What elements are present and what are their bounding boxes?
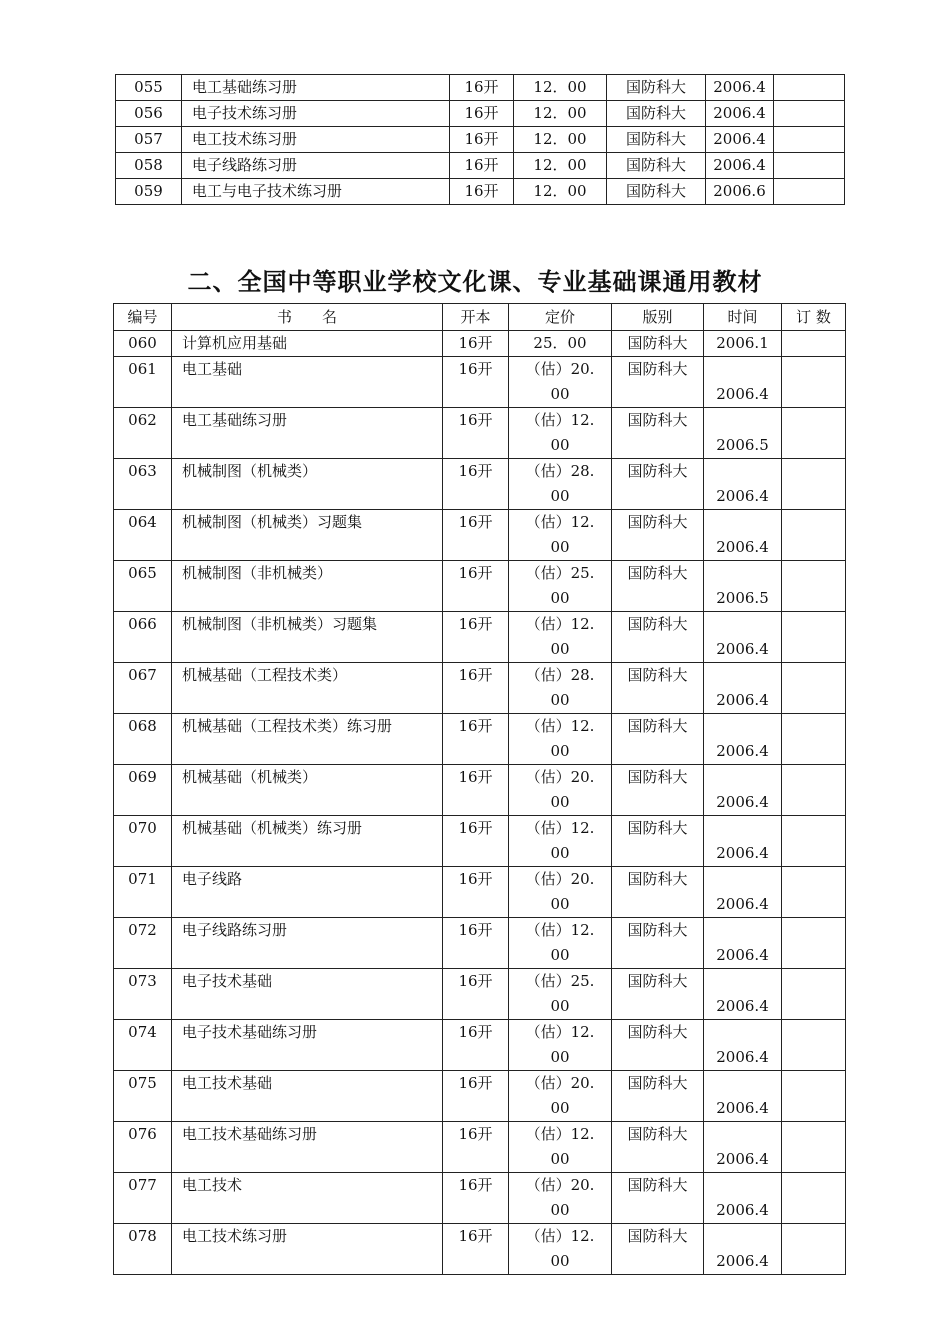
cell-size: 16开 [443,765,509,816]
cell-size: 16开 [443,663,509,714]
table-row [114,1224,846,1275]
cell-no: 066 [114,612,172,663]
cell-publisher: 国防科大 [612,1020,704,1071]
cell-no: 077 [114,1173,172,1224]
price-line-1: （估）28. [525,462,595,480]
price-line-1: （估）12. [525,1125,595,1143]
cell-order [782,459,846,510]
price-line-2: 00 [550,997,570,1015]
cell-date: 2006.4 [704,459,782,510]
price-line-1: （估）20. [525,768,595,786]
cell-title: 机械基础（工程技术类）练习册 [172,714,443,765]
table-row [116,101,845,127]
cell-publisher: 国防科大 [612,765,704,816]
cell-price [509,816,612,867]
table-row [114,1071,846,1122]
table-header-row [114,304,846,331]
cell-title: 电工基础练习册 [172,408,443,459]
cell-price [509,918,612,969]
cell-order [782,357,846,408]
cell-size: 16开 [443,331,509,357]
cell-no: 068 [114,714,172,765]
cell-publisher: 国防科大 [612,1173,704,1224]
price-line-2: 00 [550,1252,570,1270]
cell-price [509,663,612,714]
cell-order [774,127,845,153]
cell-date: 2006.4 [704,969,782,1020]
cell-publisher: 国防科大 [607,179,706,205]
table-row [114,663,846,714]
cell-publisher: 国防科大 [612,663,704,714]
cell-price: 12．00 [514,101,607,127]
cell-price [509,510,612,561]
price-line-1: （估）12. [525,513,595,531]
price-line-2: 00 [550,640,570,658]
price-line-1: （估）12. [525,411,595,429]
cell-publisher: 国防科大 [612,969,704,1020]
table-row [114,765,846,816]
cell-date: 2006.5 [704,408,782,459]
cell-no: 070 [114,816,172,867]
cell-size: 16开 [450,75,514,101]
price-line-2: 00 [550,487,570,505]
cell-order [774,153,845,179]
cell-order [782,867,846,918]
cell-publisher: 国防科大 [612,714,704,765]
header-publisher: 版别 [612,304,704,331]
cell-price: 12．00 [514,127,607,153]
cell-size: 16开 [450,179,514,205]
table-row [114,1020,846,1071]
cell-price: 25．00 [509,331,612,357]
price-line-1: （估）12. [525,921,595,939]
cell-size: 16开 [443,918,509,969]
header-size: 开本 [443,304,509,331]
cell-date: 2006.4 [706,153,774,179]
cell-title: 电子技术基础 [172,969,443,1020]
cell-size: 16开 [450,153,514,179]
cell-no: 055 [116,75,182,101]
cell-publisher: 国防科大 [612,612,704,663]
cell-date: 2006.4 [706,75,774,101]
cell-date: 2006.4 [704,765,782,816]
cell-price [509,969,612,1020]
price-line-1: （估）12. [525,1023,595,1041]
cell-no: 060 [114,331,172,357]
cell-order [782,1173,846,1224]
cell-date: 2006.4 [704,510,782,561]
cell-price [509,867,612,918]
table-row [114,357,846,408]
booklist-table-continued [115,74,845,205]
cell-publisher: 国防科大 [612,918,704,969]
cell-size: 16开 [443,1122,509,1173]
cell-order [782,510,846,561]
price-line-2: 00 [550,1150,570,1168]
table-row [116,127,845,153]
price-line-2: 00 [550,793,570,811]
price-line-2: 00 [550,385,570,403]
cell-size: 16开 [443,1020,509,1071]
cell-no: 076 [114,1122,172,1173]
header-date: 时间 [704,304,782,331]
cell-publisher: 国防科大 [612,331,704,357]
cell-size: 16开 [443,561,509,612]
textbook-table [113,303,846,1275]
cell-no: 067 [114,663,172,714]
cell-price [509,1224,612,1275]
table-row [116,153,845,179]
cell-size: 16开 [443,612,509,663]
cell-no: 075 [114,1071,172,1122]
table-row [114,408,846,459]
cell-order [782,969,846,1020]
price-line-2: 00 [550,589,570,607]
price-line-2: 00 [550,844,570,862]
cell-size: 16开 [443,1173,509,1224]
cell-price [509,1020,612,1071]
table-row [114,867,846,918]
cell-order [782,612,846,663]
price-line-1: （估）12. [525,615,595,633]
price-line-1: （估）12. [525,717,595,735]
price-line-1: （估）28. [525,666,595,684]
cell-date: 2006.4 [704,816,782,867]
cell-order [782,561,846,612]
cell-price [509,714,612,765]
cell-price: 12．00 [514,153,607,179]
cell-order [782,714,846,765]
section-title: 二、全国中等职业学校文化课、专业基础课通用教材 [187,267,763,296]
table-row [114,331,846,357]
cell-no: 056 [116,101,182,127]
price-line-1: （估）20. [525,870,595,888]
cell-no: 059 [116,179,182,205]
cell-order [774,179,845,205]
cell-title: 机械制图（非机械类）习题集 [172,612,443,663]
cell-date: 2006.4 [704,1122,782,1173]
cell-no: 072 [114,918,172,969]
cell-no: 071 [114,867,172,918]
cell-publisher: 国防科大 [612,1071,704,1122]
cell-no: 062 [114,408,172,459]
table-row [114,612,846,663]
cell-no: 064 [114,510,172,561]
price-line-1: （估）25. [525,564,595,582]
cell-order [782,1224,846,1275]
cell-size: 16开 [443,1071,509,1122]
cell-date: 2006.4 [706,127,774,153]
cell-order [782,1122,846,1173]
cell-price [509,561,612,612]
cell-date: 2006.4 [704,1224,782,1275]
cell-title: 电子技术基础练习册 [172,1020,443,1071]
cell-publisher: 国防科大 [607,127,706,153]
cell-no: 078 [114,1224,172,1275]
cell-title: 电工技术练习册 [182,127,450,153]
price-line-1: （估）20. [525,360,595,378]
cell-no: 063 [114,459,172,510]
cell-size: 16开 [443,357,509,408]
cell-title: 电子线路练习册 [172,918,443,969]
cell-no: 058 [116,153,182,179]
cell-size: 16开 [443,1224,509,1275]
table-row [114,816,846,867]
cell-price [509,357,612,408]
cell-price [509,612,612,663]
cell-order [782,1071,846,1122]
table-row [116,75,845,101]
cell-date: 2006.4 [706,101,774,127]
cell-order [774,75,845,101]
cell-publisher: 国防科大 [612,510,704,561]
cell-date: 2006.4 [704,1071,782,1122]
cell-publisher: 国防科大 [607,101,706,127]
cell-no: 061 [114,357,172,408]
cell-title: 电工技术基础练习册 [172,1122,443,1173]
cell-size: 16开 [443,969,509,1020]
table-row [114,918,846,969]
cell-date: 2006.4 [704,714,782,765]
price-line-2: 00 [550,1048,570,1066]
cell-title: 电工技术 [172,1173,443,1224]
cell-size: 16开 [443,867,509,918]
price-line-2: 00 [550,538,570,556]
cell-publisher: 国防科大 [612,1224,704,1275]
price-line-2: 00 [550,946,570,964]
cell-title: 电工基础练习册 [182,75,450,101]
cell-title: 电子线路 [172,867,443,918]
table-row [114,1122,846,1173]
cell-size: 16开 [450,127,514,153]
cell-order [782,1020,846,1071]
price-line-2: 00 [550,691,570,709]
cell-order [774,101,845,127]
price-line-1: （估）25. [525,972,595,990]
cell-no: 074 [114,1020,172,1071]
cell-title: 电工技术练习册 [172,1224,443,1275]
cell-publisher: 国防科大 [612,561,704,612]
cell-date: 2006.4 [704,663,782,714]
cell-publisher: 国防科大 [612,1122,704,1173]
cell-size: 16开 [443,816,509,867]
cell-title: 电工基础 [172,357,443,408]
cell-publisher: 国防科大 [612,867,704,918]
cell-price [509,765,612,816]
cell-title: 机械制图（机械类）习题集 [172,510,443,561]
cell-publisher: 国防科大 [612,816,704,867]
price-line-2: 00 [550,742,570,760]
table-row [114,714,846,765]
price-line-1: （估）12. [525,1227,595,1245]
cell-date: 2006.4 [704,1173,782,1224]
cell-date: 2006.4 [704,1020,782,1071]
header-price: 定价 [509,304,612,331]
cell-size: 16开 [443,510,509,561]
cell-no: 069 [114,765,172,816]
cell-price: 12．00 [514,179,607,205]
table-row [116,179,845,205]
cell-size: 16开 [443,714,509,765]
cell-order [782,816,846,867]
table-row [114,510,846,561]
cell-size: 16开 [443,459,509,510]
table-row [114,969,846,1020]
cell-title: 电工技术基础 [172,1071,443,1122]
cell-date: 2006.5 [704,561,782,612]
cell-no: 057 [116,127,182,153]
cell-title: 机械基础（机械类） [172,765,443,816]
cell-date: 2006.1 [704,331,782,357]
cell-title: 机械基础（机械类）练习册 [172,816,443,867]
cell-order [782,663,846,714]
cell-title: 机械制图（非机械类） [172,561,443,612]
header-order: 订 数 [782,304,846,331]
cell-date: 2006.4 [704,357,782,408]
cell-order [782,918,846,969]
cell-date: 2006.6 [706,179,774,205]
price-line-1: （估）20. [525,1074,595,1092]
table-row [114,1173,846,1224]
cell-title: 电子线路练习册 [182,153,450,179]
cell-price [509,1071,612,1122]
cell-publisher: 国防科大 [612,408,704,459]
table-row [114,459,846,510]
cell-date: 2006.4 [704,867,782,918]
cell-date: 2006.4 [704,918,782,969]
cell-size: 16开 [450,101,514,127]
header-title: 书 名 [172,304,443,331]
cell-no: 073 [114,969,172,1020]
price-line-2: 00 [550,1099,570,1117]
cell-order [782,408,846,459]
cell-price [509,408,612,459]
cell-title: 计算机应用基础 [172,331,443,357]
cell-order [782,765,846,816]
cell-price [509,1173,612,1224]
cell-publisher: 国防科大 [607,153,706,179]
cell-price [509,1122,612,1173]
cell-publisher: 国防科大 [607,75,706,101]
cell-date: 2006.4 [704,612,782,663]
price-line-1: （估）12. [525,819,595,837]
cell-size: 16开 [443,408,509,459]
cell-price [509,459,612,510]
cell-no: 065 [114,561,172,612]
cell-order [782,331,846,357]
cell-title: 机械制图（机械类） [172,459,443,510]
cell-publisher: 国防科大 [612,459,704,510]
price-line-2: 00 [550,1201,570,1219]
cell-price: 12．00 [514,75,607,101]
header-no: 编号 [114,304,172,331]
price-line-2: 00 [550,895,570,913]
table-row [114,561,846,612]
cell-title: 电工与电子技术练习册 [182,179,450,205]
cell-title: 机械基础（工程技术类） [172,663,443,714]
price-line-1: （估）20. [525,1176,595,1194]
price-line-2: 00 [550,436,570,454]
cell-title: 电子技术练习册 [182,101,450,127]
cell-publisher: 国防科大 [612,357,704,408]
